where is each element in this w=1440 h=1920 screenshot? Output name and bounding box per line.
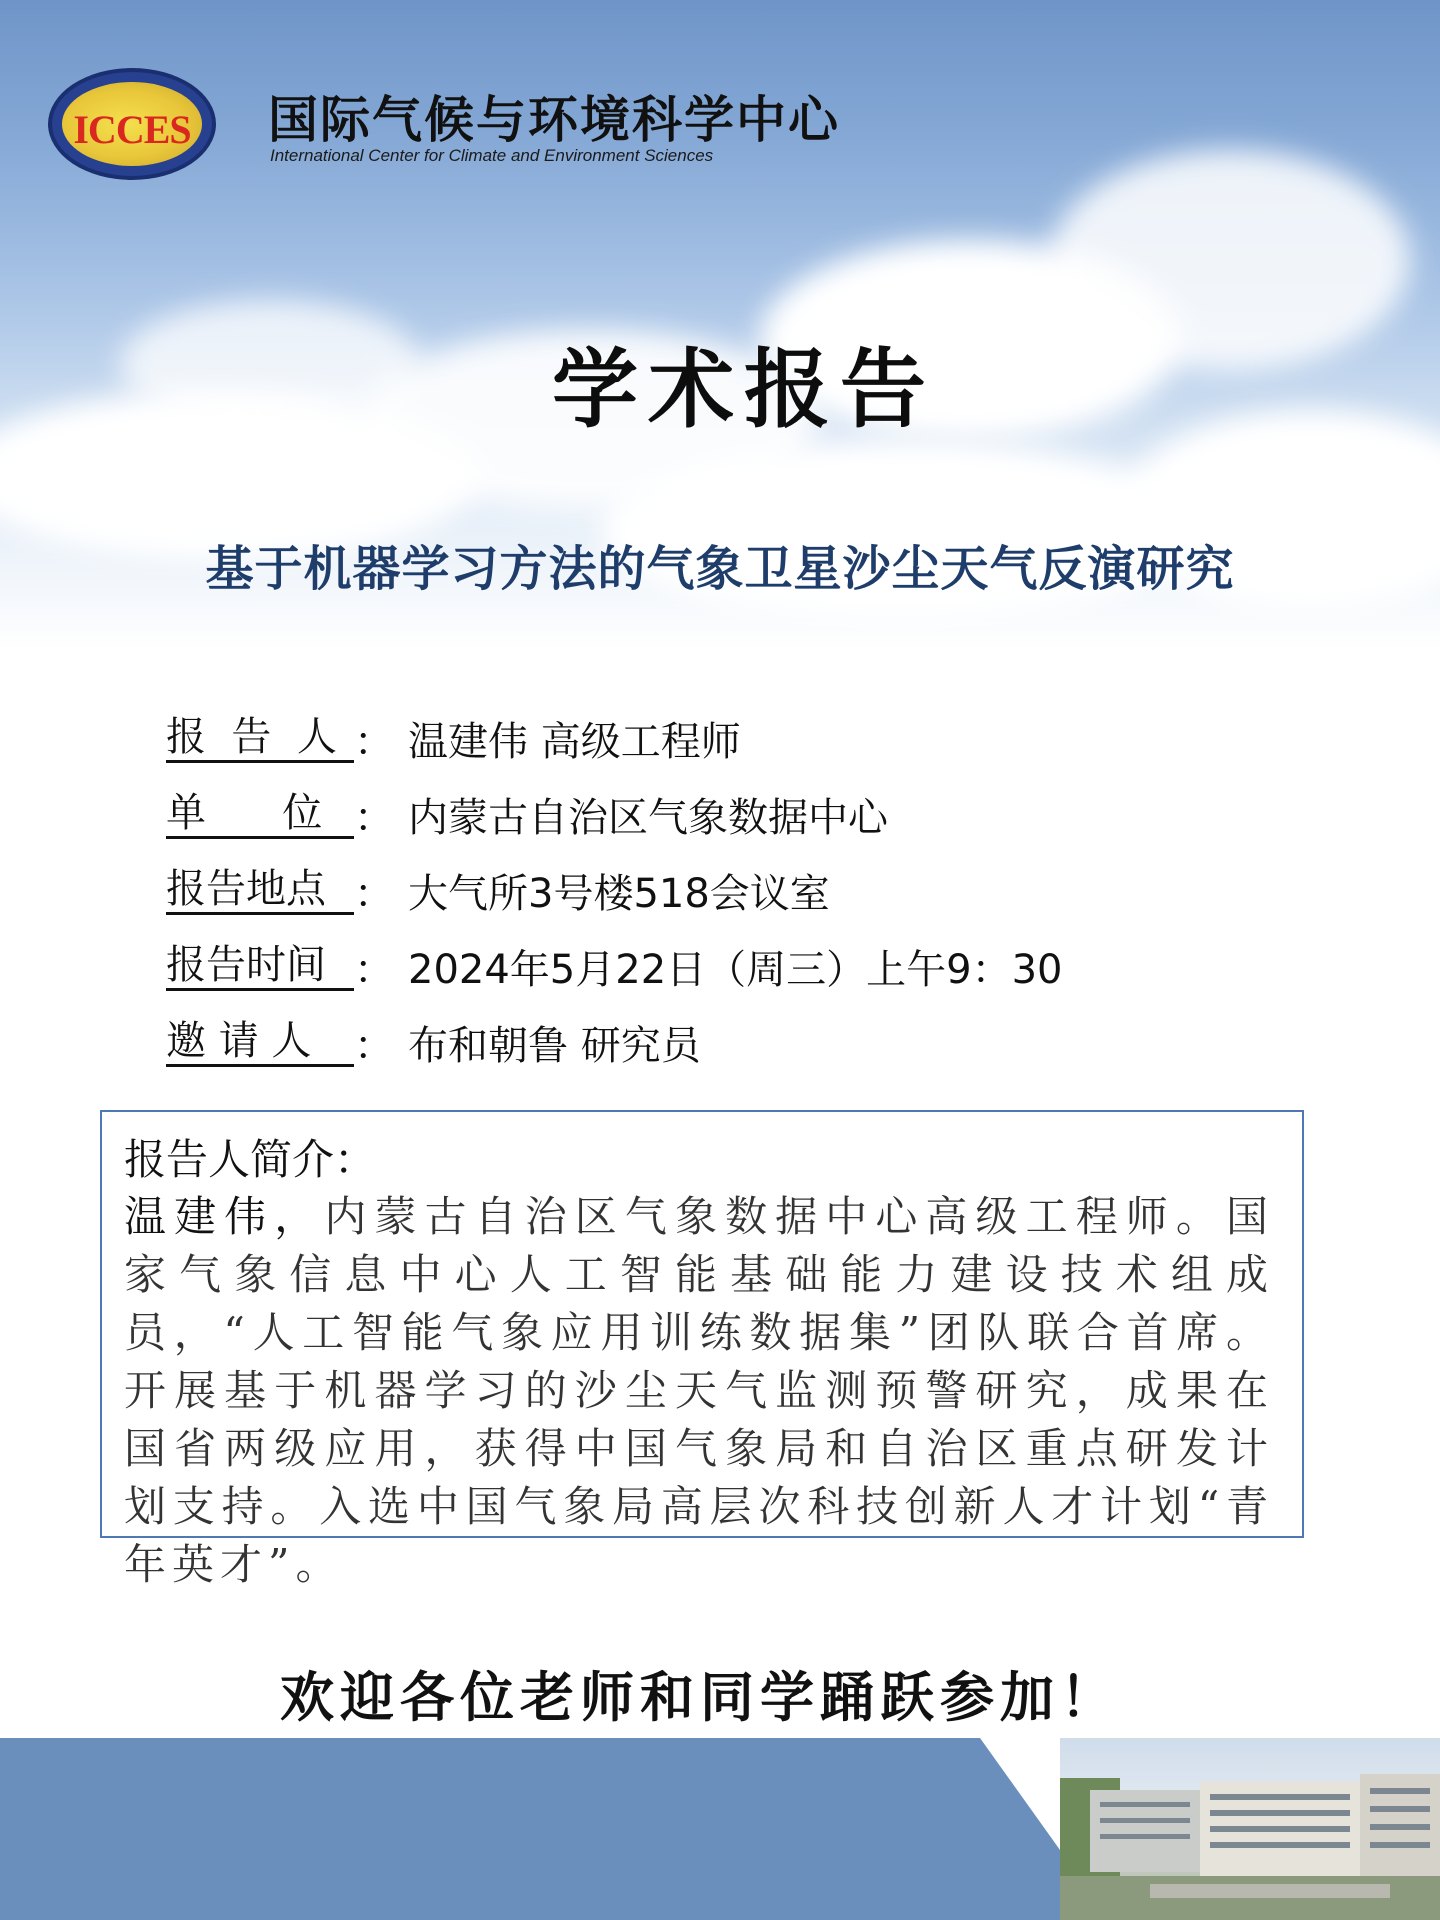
building-photo — [1060, 1738, 1440, 1920]
walkway — [1150, 1884, 1390, 1898]
welcome-message: 欢迎各位老师和同学踊跃参加！ — [280, 1665, 1120, 1729]
info-value: 温建伟 高级工程师 — [408, 718, 741, 765]
info-colon: ： — [354, 1022, 394, 1069]
logo-text: ICCES — [73, 107, 191, 152]
talk-title: 基于机器学习方法的气象卫星沙尘天气反演研究 — [205, 541, 1235, 597]
info-label: 单 位 — [166, 790, 354, 839]
info-value: 布和朝鲁 研究员 — [408, 1022, 701, 1069]
info-value: 内蒙古自治区气象数据中心 — [408, 794, 888, 841]
info-row-host — [166, 1004, 1316, 1080]
info-row-affiliation — [166, 776, 1316, 852]
info-row-time — [166, 928, 1316, 1004]
bio-description: 内蒙古自治区气象数据中心高级工程师。国家气象信息中心人工智能基础能力建设技术组成员，“人工智能气象应用训练数据集”团队联合首席。开展基于机器学习的沙尘天气监测预警研究，成果在国省两级应用，获得中国气象局和自治区重点研发计划支持。入选中国气象局高层次科技创新人才计划“青年英才”。 — [124, 1192, 1274, 1589]
info-colon: ： — [354, 794, 394, 841]
icces-logo — [48, 68, 216, 180]
info-colon: ： — [354, 870, 394, 917]
info-row-speaker — [166, 700, 1316, 776]
info-label: 邀 请 人 — [166, 1018, 354, 1067]
talk-info-list — [166, 700, 1316, 1080]
info-label: 报告时间 — [166, 942, 354, 991]
speaker-bio-box — [100, 1110, 1304, 1589]
org-name-chinese: 国际气候与环境科学中心 — [268, 90, 840, 149]
info-value: 大气所3号楼518会议室 — [408, 870, 830, 917]
org-name-english: International Center for Climate and Environment Sciences — [270, 146, 714, 165]
info-colon: ： — [354, 946, 394, 993]
info-colon: ： — [354, 718, 394, 765]
logo-map-emblem — [62, 82, 202, 166]
info-label: 报 告 人 — [166, 714, 354, 763]
poster-title: 学术报告 — [552, 339, 936, 440]
info-row-location — [166, 852, 1316, 928]
bio-text — [124, 1188, 1274, 1594]
info-label: 报告地点 — [166, 866, 354, 915]
info-value: 2024年5月22日（周三）上午9：30 — [408, 946, 1063, 993]
bio-heading: 报告人简介： — [124, 1135, 377, 1184]
building-illustration — [1060, 1738, 1440, 1920]
bio-speaker-name: 温建伟， — [124, 1192, 325, 1241]
